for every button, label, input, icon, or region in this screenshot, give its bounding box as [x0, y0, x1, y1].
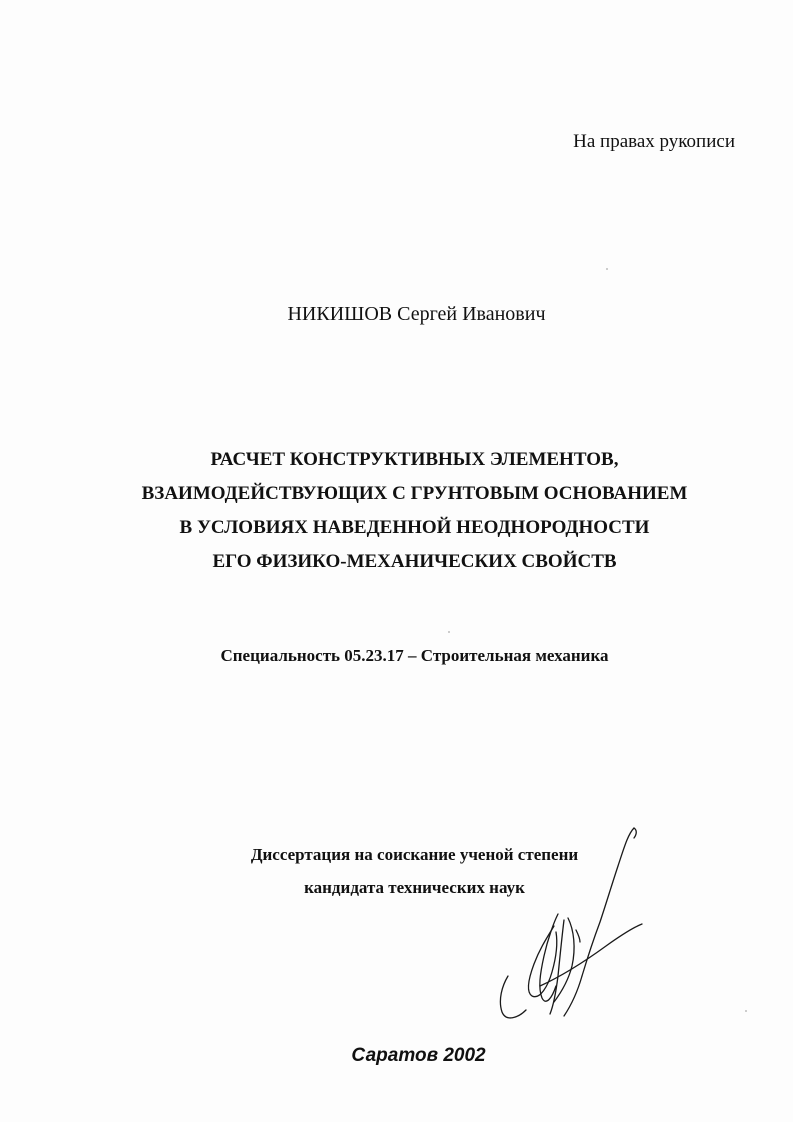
scan-speck — [745, 1010, 747, 1012]
degree-line-2: кандидата технических наук — [304, 878, 525, 897]
scan-speck — [448, 631, 450, 633]
author-name: НИКИШОВ Сергей Иванович — [287, 303, 546, 325]
specialty-line: Специальность 05.23.17 – Строительная механика — [220, 646, 609, 665]
title-line-1: РАСЧЕТ КОНСТРУКТИВНЫХ ЭЛЕМЕНТОВ, — [210, 449, 619, 470]
dissertation-title — [18, 443, 793, 579]
title-line-2: ВЗАИМОДЕЙСТВУЮЩИХ С ГРУНТОВЫМ ОСНОВАНИЕМ — [141, 483, 688, 504]
degree-statement — [18, 838, 793, 904]
manuscript-note: На правах рукописи — [573, 131, 735, 152]
place-and-year: Саратов 2002 — [351, 1045, 486, 1066]
handwritten-signature — [488, 826, 648, 1026]
degree-line-1: Диссертация на соискание ученой степени — [250, 845, 579, 864]
title-line-3: В УСЛОВИЯХ НАВЕДЕННОЙ НЕОДНОРОДНОСТИ — [179, 517, 650, 538]
title-line-4: ЕГО ФИЗИКО-МЕХАНИЧЕСКИХ СВОЙСТВ — [212, 551, 617, 572]
scan-speck — [606, 268, 608, 270]
